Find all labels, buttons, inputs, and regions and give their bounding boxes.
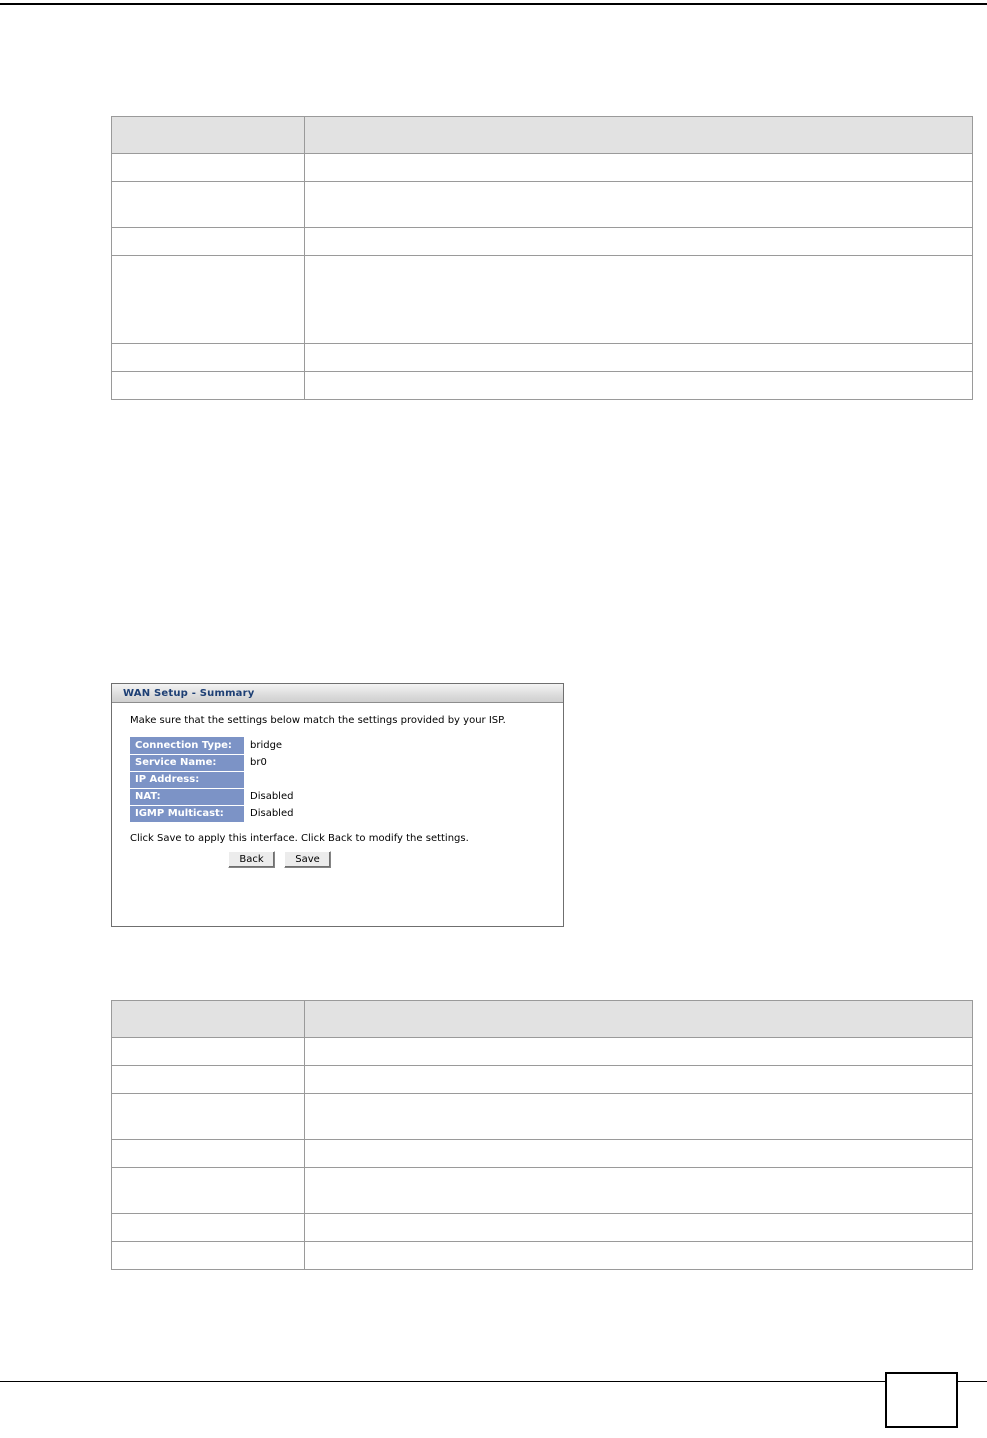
row-description	[305, 1168, 973, 1214]
row-label	[112, 1168, 305, 1214]
field-label-nat: NAT:	[130, 788, 244, 805]
table-row	[112, 1168, 973, 1214]
row-description	[305, 228, 973, 256]
table-row	[112, 228, 973, 256]
table-row	[112, 256, 973, 344]
table-row	[112, 1094, 973, 1140]
summary-row-nat	[130, 788, 293, 805]
row-description	[305, 1242, 973, 1270]
field-value-nat: Disabled	[250, 791, 294, 802]
field-value-igmp-multicast: Disabled	[250, 808, 294, 819]
table-row	[112, 372, 973, 400]
row-label	[112, 1038, 305, 1066]
row-description	[305, 344, 973, 372]
column-header-description	[305, 1001, 973, 1038]
row-description	[305, 1214, 973, 1242]
summary-row-connection-type	[130, 737, 293, 754]
column-header-label	[112, 117, 305, 154]
field-label-service-name: Service Name:	[130, 754, 244, 771]
row-description	[305, 154, 973, 182]
table-header-row	[112, 117, 973, 154]
table-body	[112, 154, 973, 400]
table-header	[112, 117, 973, 154]
table-body	[112, 1038, 973, 1270]
figure-body	[112, 703, 563, 868]
table-row	[112, 344, 973, 372]
summary-row-service-name	[130, 754, 293, 771]
row-description	[305, 372, 973, 400]
field-label-igmp-multicast: IGMP Multicast:	[130, 805, 244, 822]
row-description	[305, 1140, 973, 1168]
row-description	[305, 182, 973, 228]
table-header	[112, 1001, 973, 1038]
summary-fields-table	[130, 737, 293, 823]
figure-title-bar	[112, 684, 563, 703]
table-row	[112, 1140, 973, 1168]
field-label-ip-address: IP Address:	[130, 771, 244, 788]
table-row	[112, 1242, 973, 1270]
row-label	[112, 228, 305, 256]
summary-row-ip-address	[130, 771, 293, 788]
table-row	[112, 182, 973, 228]
field-value-connection-type: bridge	[250, 740, 283, 751]
summary-row-igmp-multicast	[130, 805, 293, 822]
footer-divider	[0, 1381, 987, 1382]
page-number	[885, 1372, 958, 1428]
figure-note-text: Click Save to apply this interface. Click Back to modify the settings.	[130, 832, 469, 844]
save-button[interactable]: Save	[284, 851, 331, 868]
row-label	[112, 182, 305, 228]
column-header-label	[112, 1001, 305, 1038]
figure-title: WAN Setup - Summary	[123, 687, 255, 699]
field-value-ip-address	[244, 771, 293, 788]
row-description	[305, 256, 973, 344]
row-label	[112, 1140, 305, 1168]
row-label	[112, 372, 305, 400]
row-description	[305, 1066, 973, 1094]
column-header-description	[305, 117, 973, 154]
table-row	[112, 1214, 973, 1242]
field-label-connection-type: Connection Type:	[130, 737, 244, 754]
row-label	[112, 1214, 305, 1242]
row-label	[112, 1094, 305, 1140]
back-button[interactable]: Back	[228, 851, 275, 868]
table-header-row	[112, 1001, 973, 1038]
table-row	[112, 154, 973, 182]
row-description	[305, 1094, 973, 1140]
row-label	[112, 1242, 305, 1270]
field-description-table-top	[111, 116, 973, 400]
row-label	[112, 154, 305, 182]
wan-setup-summary-screenshot	[111, 683, 564, 927]
table-row	[112, 1038, 973, 1066]
row-label	[112, 1066, 305, 1094]
field-description-table-bottom	[111, 1000, 973, 1270]
figure-button-row	[130, 851, 549, 868]
row-description	[305, 1038, 973, 1066]
row-label	[112, 344, 305, 372]
figure-intro-text: Make sure that the settings below match the settings provided by your ISP.	[130, 715, 506, 726]
page-top-rule	[0, 3, 987, 5]
row-label	[112, 256, 305, 344]
table-row	[112, 1066, 973, 1094]
field-value-service-name: br0	[250, 757, 267, 768]
